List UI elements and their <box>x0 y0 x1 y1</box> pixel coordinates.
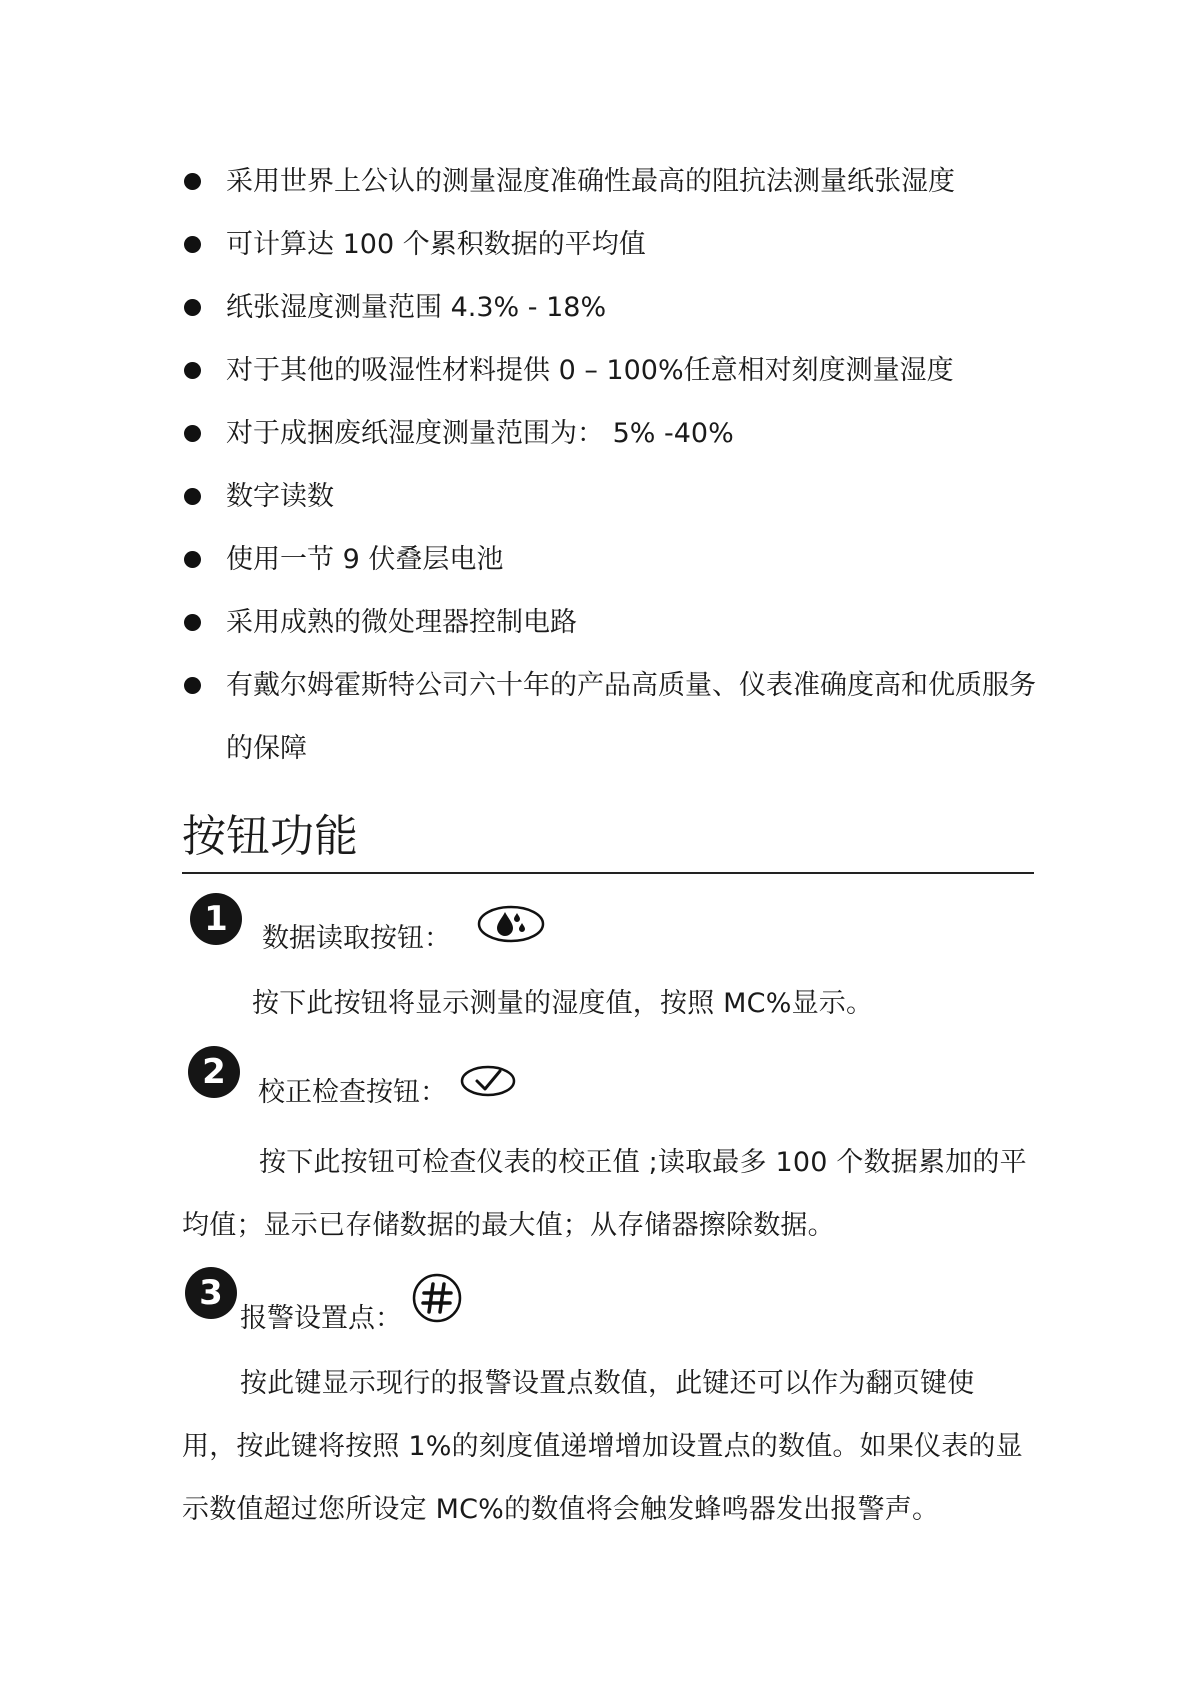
feature-text: 可计算达 100 个累积数据的平均值 <box>226 229 646 260</box>
feature-item <box>184 654 1044 780</box>
button-label-1: 数据读取按钮： <box>262 923 451 954</box>
bullet-icon <box>184 488 201 505</box>
description-text: 按此键显示现行的报警设置点数值，此键还可以作为翻页键使用，按此键将按照 1%的刻度值递增增加设置点的数值。如果仪表的显示数值超过您所设定 MC%的数值将会触发蜂鸣器发出报警声。 <box>182 1368 1023 1525</box>
feature-text: 对于其他的吸湿性材料提供 0 – 100%任意相对刻度测量湿度 <box>226 355 954 386</box>
feature-list <box>184 150 1044 780</box>
feature-text: 数字读数 <box>226 481 334 512</box>
water-drops-icon <box>476 904 546 944</box>
bullet-icon <box>184 677 201 694</box>
feature-item <box>184 276 1044 339</box>
description-text: 按下此按钮可检查仪表的校正值 ;读取最多 100 个数据累加的平均值；显示已存储数据的最大值；从存储器擦除数据。 <box>182 1147 1027 1241</box>
feature-text: 使用一节 9 伏叠层电池 <box>226 544 504 575</box>
bullet-icon <box>184 362 201 379</box>
bullet-icon <box>184 425 201 442</box>
feature-item <box>184 591 1044 654</box>
button-description-2 <box>182 1131 1027 1257</box>
bullet-icon <box>184 551 201 568</box>
checkmark-icon <box>459 1064 517 1098</box>
feature-text: 对于成捆废纸湿度测量范围为： 5% -40% <box>226 418 734 449</box>
feature-item <box>184 150 1044 213</box>
feature-item <box>184 528 1044 591</box>
hash-icon <box>411 1272 463 1324</box>
bullet-icon <box>184 614 201 631</box>
number-badge-3: 3 <box>185 1267 237 1319</box>
feature-text: 采用世界上公认的测量湿度准确性最高的阻抗法测量纸张湿度 <box>226 166 955 197</box>
feature-text: 纸张湿度测量范围 4.3% - 18% <box>226 292 607 323</box>
bullet-icon <box>184 236 201 253</box>
feature-item <box>184 402 1044 465</box>
button-label-2: 校正检查按钮： <box>258 1077 447 1108</box>
button-label-3: 报警设置点： <box>240 1303 402 1334</box>
feature-text: 采用成熟的微处理器控制电路 <box>226 607 577 638</box>
bullet-icon <box>184 173 201 190</box>
feature-text: 有戴尔姆霍斯特公司六十年的产品高质量、仪表准确度高和优质服务的保障 <box>226 670 1036 764</box>
number-badge-2: 2 <box>188 1046 240 1098</box>
feature-item <box>184 213 1044 276</box>
button-description-1 <box>182 972 1027 1035</box>
number-badge-1: 1 <box>190 893 242 945</box>
feature-item <box>184 465 1044 528</box>
bullet-icon <box>184 299 201 316</box>
button-description-3 <box>182 1352 1027 1541</box>
feature-item <box>184 339 1044 402</box>
section-title: 按钮功能 <box>182 808 1034 874</box>
description-text: 按下此按钮将显示测量的湿度值，按照 MC%显示。 <box>252 988 874 1019</box>
